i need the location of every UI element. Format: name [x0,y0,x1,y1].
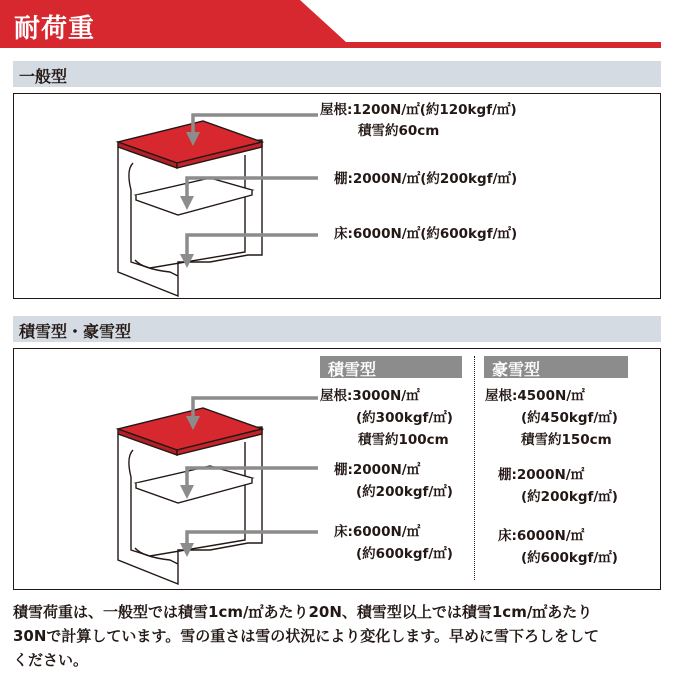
section-heading-snow-label: 積雪型・豪雪型 [19,322,132,341]
gousetsu-shelf-load-label: 棚:2000N/㎡ [498,467,585,483]
note-line-1: 積雪荷重は、一般型では積雪1cm/㎡あたり20N、積雪型以上では積雪1cm/㎡あたり [13,603,593,621]
gousetsu-roof-snow-label: 積雪約150cm [521,432,612,448]
sekisetsu-roof-snow-label: 積雪約100cm [358,432,449,448]
sekisetsu-floor-kgf-label: (約600kgf/㎡) [356,546,453,562]
gousetsu-roof-load-label: 屋根:4500N/㎡ [485,388,585,404]
general-shelf-load-label: 棚:2000N/㎡(約200kgf/㎡) [334,171,518,187]
sekisetsu-roof-load-label: 屋根:3000N/㎡ [320,388,420,404]
snow-load-note [13,600,668,672]
snow-cabinet-illustration [118,408,262,584]
general-floor-load-label: 床:6000N/㎡(約600kgf/㎡) [334,226,518,242]
general-roof-snow-label: 積雪約60cm [358,123,440,139]
gousetsu-floor-load-label: 床:6000N/㎡ [498,528,585,544]
gousetsu-shelf-kgf-label: (約200kgf/㎡) [521,489,618,505]
page-title: 耐荷重 [14,14,96,44]
sekisetsu-shelf-load-label: 棚:2000N/㎡ [334,462,421,478]
gousetsu-roof-kgf-label: (約450kgf/㎡) [521,410,618,426]
note-line-2: 30Nで計算しています。雪の重さは雪の状況により変化します。早めに雪下ろしをして [13,627,600,645]
sekisetsu-floor-load-label: 床:6000N/㎡ [334,524,421,540]
sekisetsu-shelf-kgf-label: (約200kgf/㎡) [356,484,453,500]
note-line-3: ください。 [13,651,89,669]
general-roof-load-label: 屋根:1200N/㎡(約120kgf/㎡) [320,102,517,118]
section-heading-general-label: 一般型 [19,67,68,86]
gousetsu-floor-kgf-label: (約600kgf/㎡) [521,550,618,566]
sekisetsu-roof-kgf-label: (約300kgf/㎡) [356,410,453,426]
sekisetsu-tag-label: 積雪型 [328,360,377,379]
gousetsu-tag-label: 豪雪型 [492,360,541,379]
